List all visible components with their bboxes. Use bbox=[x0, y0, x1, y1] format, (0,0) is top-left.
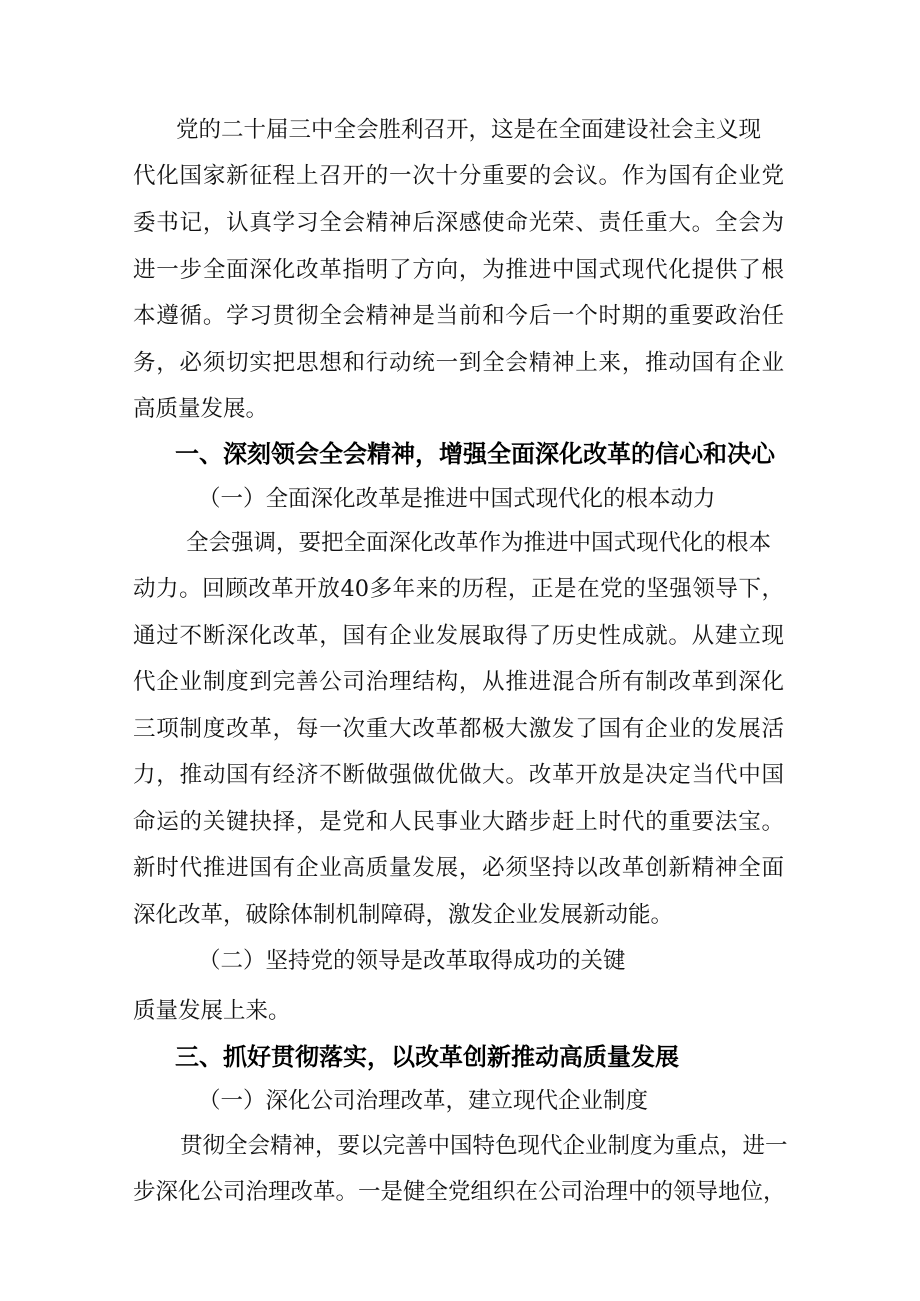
subheading-1-2: （二）坚持党的领导是改革取得成功的关键 bbox=[198, 948, 626, 974]
intro-line-4: 进一步全面深化改革指明了方向，为推进中国式现代化提供了根 bbox=[133, 257, 784, 283]
section-1-1-line-6: 力，推动国有经济不断做强做优做大。改革开放是决定当代中国 bbox=[133, 762, 784, 788]
section-heading-1: 一、深刻领会全会精神，增强全面深化改革的信心和决心 bbox=[175, 440, 775, 468]
subheading-1-1: （一）全面深化改革是推进中国式现代化的根本动力 bbox=[198, 486, 716, 512]
intro-line-3: 委书记，认真学习全会精神后深感使命光荣、责任重大。全会为 bbox=[133, 210, 784, 236]
section-3-1-line-1: 贯彻全会精神，要以完善中国特色现代企业制度为重点，进一 bbox=[180, 1133, 788, 1159]
section-1-1-line-7: 命运的关键抉择，是党和人民事业大踏步赶上时代的重要法宝。 bbox=[133, 809, 784, 835]
intro-line-1: 党的二十届三中全会胜利召开，这是在全面建设社会主义现 bbox=[176, 117, 762, 143]
intro-line-5: 本遵循。学习贯彻全会精神是当前和今后一个时期的重要政治任 bbox=[133, 303, 784, 329]
section-heading-3: 三、抓好贯彻落实，以改革创新推动高质量发展 bbox=[175, 1043, 679, 1071]
intro-line-2: 代化国家新征程上召开的一次十分重要的会议。作为国有企业党 bbox=[133, 163, 784, 189]
section-1-1-line-8: 新时代推进国有企业高质量发展，必须坚持以改革创新精神全面 bbox=[133, 855, 784, 881]
section-1-1-line-1: 全会强调，要把全面深化改革作为推进中国式现代化的根本 bbox=[186, 530, 772, 556]
subheading-3-1: （一）深化公司治理改革，建立现代企业制度 bbox=[198, 1088, 649, 1114]
intro-line-7: 高质量发展。 bbox=[133, 396, 269, 422]
section-1-1-line-5: 三项制度改革，每一次重大改革都极大激发了国有企业的发展活 bbox=[133, 716, 784, 742]
section-1-1-line-9: 深化改革，破除体制机制障碍，激发企业发展新动能。 bbox=[133, 902, 674, 928]
section-1-1-line-4: 代企业制度到完善公司治理结构，从推进混合所有制改革到深化 bbox=[133, 669, 784, 695]
text-fragment: 质量发展上来。 bbox=[133, 998, 291, 1024]
section-1-1-line-2: 动力。回顾改革开放40多年来的历程，正是在党的坚强领导下， bbox=[133, 576, 784, 602]
section-3-1-line-2: 步深化公司治理改革。一是健全党组织在公司治理中的领导地位， bbox=[133, 1179, 786, 1205]
section-1-1-line-3: 通过不断深化改革，国有企业发展取得了历史性成就。从建立现 bbox=[133, 623, 784, 649]
intro-line-6: 务，必须切实把思想和行动统一到全会精神上来，推动国有企业 bbox=[133, 350, 784, 376]
